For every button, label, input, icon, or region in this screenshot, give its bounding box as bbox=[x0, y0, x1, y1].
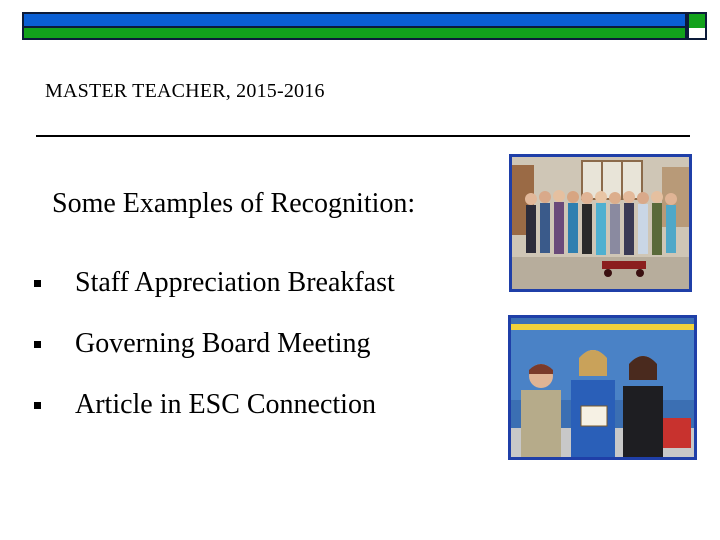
group-photo bbox=[509, 154, 692, 292]
bullet-item bbox=[34, 252, 395, 313]
header-bar-blue bbox=[22, 12, 687, 28]
award-photo-icon bbox=[511, 318, 694, 457]
header-bar-green bbox=[22, 28, 687, 40]
bullet-text: Article in ESC Connection bbox=[75, 388, 376, 420]
bullet-item bbox=[34, 313, 395, 374]
slide-title: MASTER TEACHER, 2015-2016 bbox=[45, 80, 325, 102]
bullet-item bbox=[34, 374, 395, 435]
title-divider bbox=[36, 135, 690, 137]
award-photo bbox=[508, 315, 697, 460]
square-bullet-icon bbox=[34, 402, 41, 409]
bullet-text: Governing Board Meeting bbox=[75, 327, 371, 359]
bullet-text: Staff Appreciation Breakfast bbox=[75, 266, 395, 298]
bullet-list bbox=[34, 252, 395, 435]
square-bullet-icon bbox=[34, 280, 41, 287]
subheading: Some Examples of Recognition: bbox=[52, 188, 416, 219]
header-square-white bbox=[687, 28, 707, 40]
square-bullet-icon bbox=[34, 341, 41, 348]
group-photo-icon bbox=[512, 157, 689, 289]
